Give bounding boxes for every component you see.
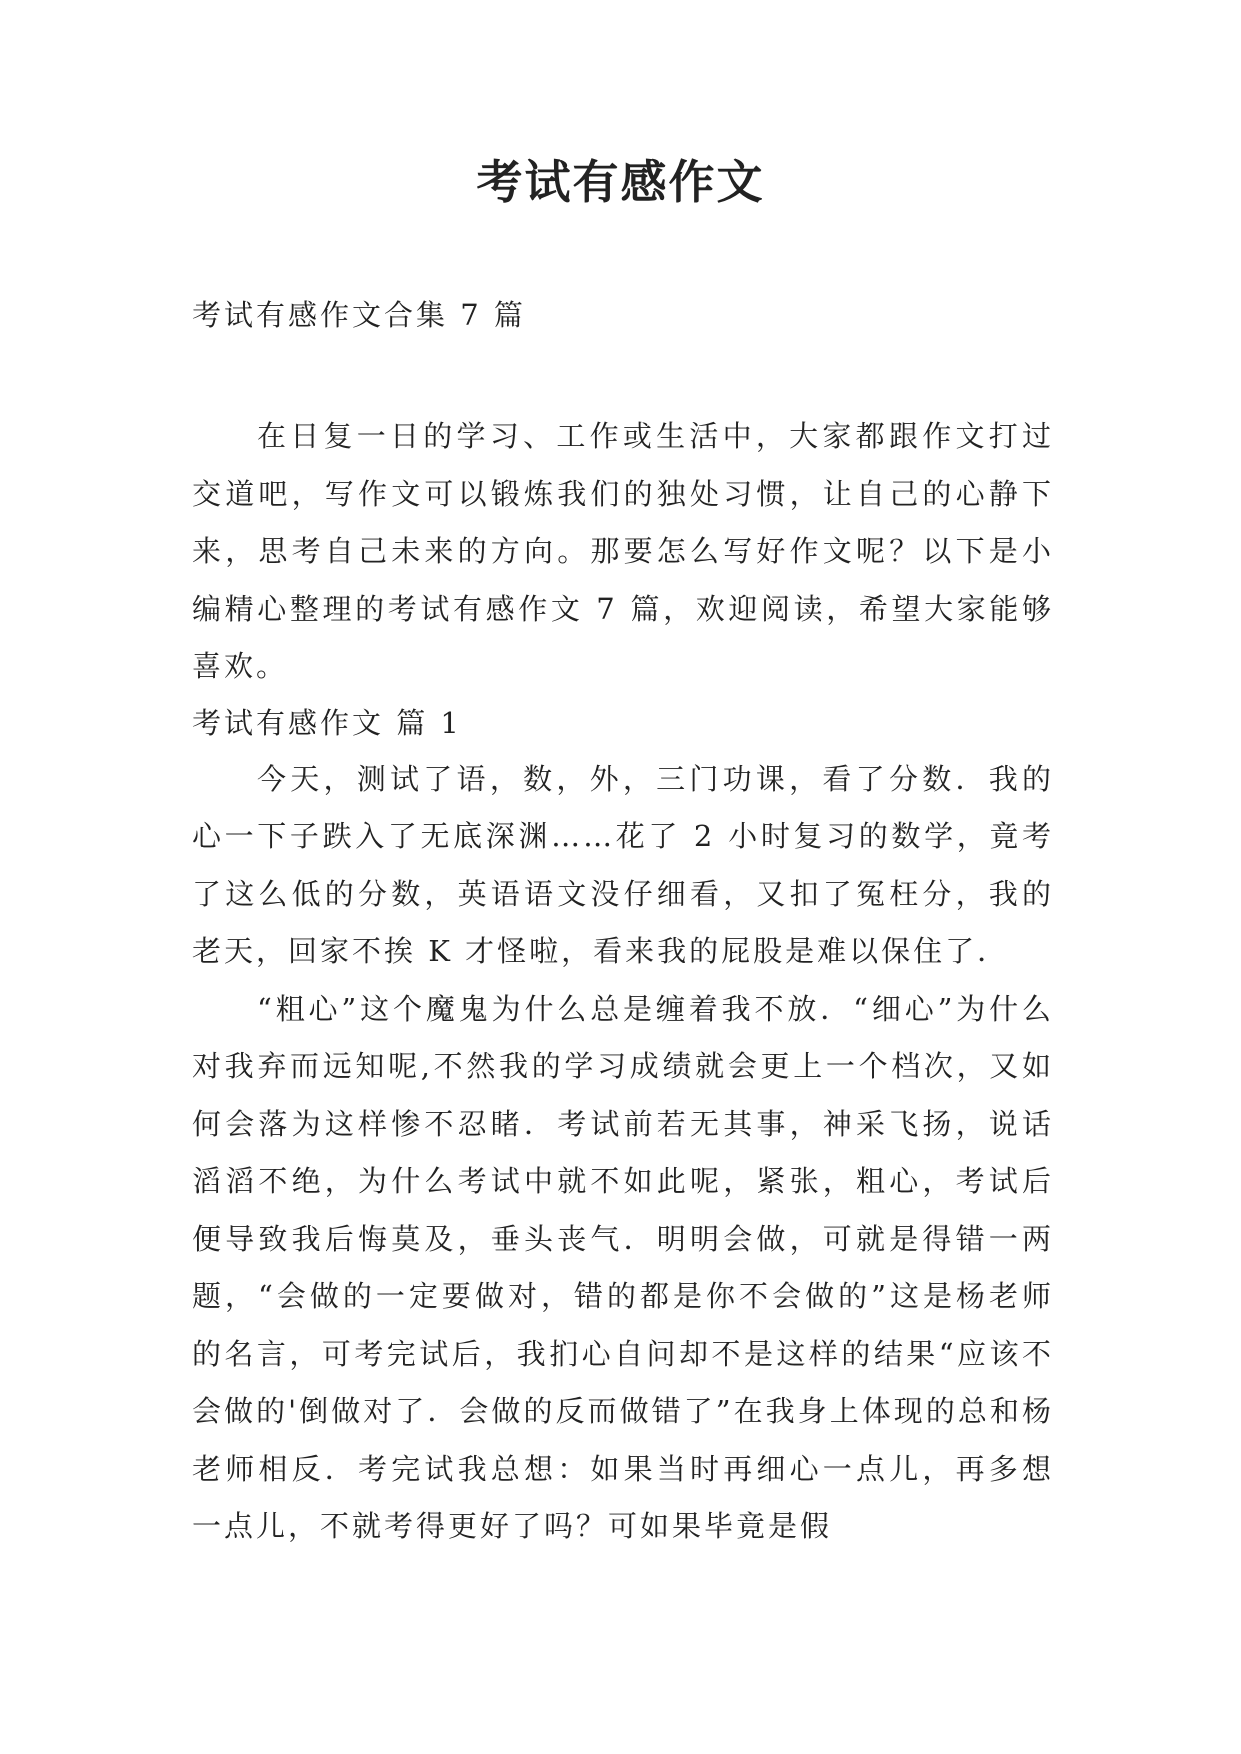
document-body	[192, 408, 1054, 1556]
document-title: 考试有感作文	[476, 155, 765, 209]
body-paragraph: “粗心”这个魔鬼为什么总是缠着我不放．“细心”为什么对我弃而远知呢,不然我的学习成绩就会更上一个档次，又如何会落为这样惨不忍睹．考试前若无其事，神采飞扬，说话滔滔不绝，为什么考试中就不如此呢，紧张，粗心，考试后便导致我后悔莫及，垂头丧气．明明会做，可就是得错一两题，“会做的一定要做对，错的都是你不会做的”这是杨老师的名言，可考完试后，我扪心自问却不是这样的结果“应该不会做的'倒做对了．会做的反而做错了”在我身上体现的总和杨老师相反．考完试我总想：如果当时再细心一点儿，再多想一点儿，不就考得更好了吗？可如果毕竟是假	[192, 991, 1054, 1543]
section-heading: 考试有感作文 篇 1	[192, 705, 462, 740]
intro-paragraph: 在日复一日的学习、工作或生活中，大家都跟作文打过交道吧，写作文可以锻炼我们的独处习惯，让自己的心静下来，思考自己未来的方向。那要怎么写好作文呢？以下是小编精心整理的考试有感作文 7 篇，欢迎阅读，希望大家能够喜欢。	[192, 419, 1054, 683]
document-subtitle: 考试有感作文合集 7 篇	[192, 298, 526, 332]
body-paragraph: 今天，测试了语，数，外，三门功课，看了分数．我的心一下子跌入了无底深渊……花了 2 小时复习的数学，竟考了这么低的分数，英语语文没仔细看，又扣了冤枉分，我的老天，回家不挨 K 才怪啦，看来我的屁股是难以保住了．	[192, 761, 1054, 968]
